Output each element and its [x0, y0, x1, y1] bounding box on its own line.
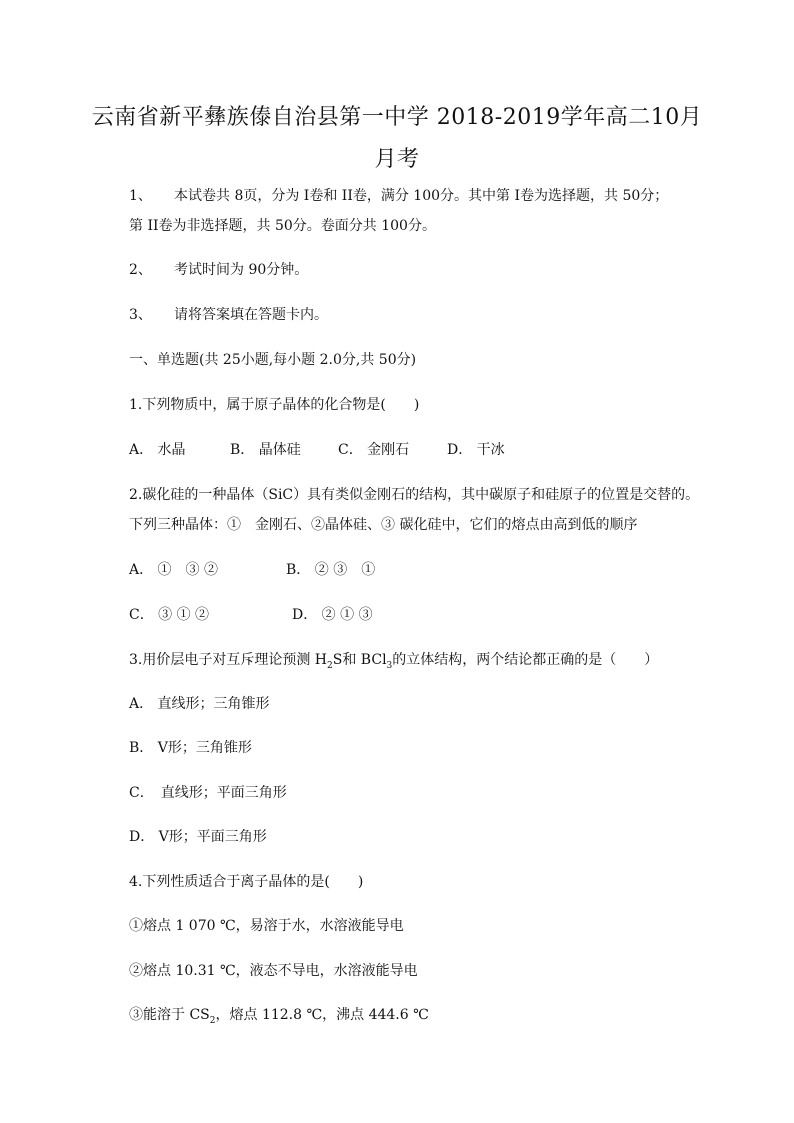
question-3-stem — [129, 650, 658, 670]
subscript: 2 — [209, 1015, 216, 1026]
page-title: 云南省新平彝族傣自治县第一中学 2018-2019学年高二10月 — [91, 105, 703, 130]
instruction-number: 3、 — [129, 307, 152, 323]
instruction-number: 2、 — [129, 262, 152, 278]
question-4-item-3 — [129, 1005, 429, 1025]
question-3-option-d: D． V形；平面三角形 — [129, 829, 267, 845]
instruction-3 — [129, 305, 328, 325]
subscript: 3 — [386, 660, 393, 671]
question-3-option-c: C． 直线形；平面三角形 — [129, 785, 287, 801]
question-4-item-3-text: ，熔点 112.8 ℃，沸点 444.6 ℃ — [215, 1007, 429, 1023]
option-c: C． ③ ① ② — [129, 607, 210, 623]
question-4-item-1: ①熔点 1 070 ℃，易溶于水，水溶液能导电 — [129, 918, 404, 934]
instruction-text: 考试时间为 90分钟。 — [174, 262, 309, 278]
question-3-option-b: B． V形；三角锥形 — [129, 740, 252, 756]
question-4-item-2: ②熔点 10.31 ℃，液态不导电，水溶液能导电 — [129, 963, 418, 979]
instruction-1 — [129, 186, 668, 206]
option-b: B． ② ③ ① — [286, 562, 376, 578]
question-3-stem-text: 的立体结构，两个结论都正确的是（ ） — [392, 652, 659, 668]
instruction-number: 1、 — [129, 188, 152, 204]
question-1-options — [129, 440, 505, 460]
subscript: 2 — [327, 660, 333, 671]
question-3-stem-text: 3.用价层电子对互斥理论预测 H — [129, 652, 328, 668]
option-a: A． ① ③ ② — [129, 562, 219, 578]
page-title-continued: 月考 — [374, 147, 420, 172]
instruction-2 — [129, 260, 308, 280]
question-2-options-row2 — [129, 605, 373, 625]
question-2-options-row1 — [129, 560, 375, 580]
option-d: D． ② ① ③ — [292, 607, 373, 623]
option-c: C． 金刚石 — [338, 442, 410, 458]
instruction-text: 请将答案填在答题卡内。 — [174, 307, 328, 323]
instruction-text: 本试卷共 8页，分为 I卷和 II卷，满分 100分。其中第 I卷为选择题，共 50分； — [174, 188, 669, 204]
question-3-stem-text: S和 BCl — [332, 652, 387, 668]
section-heading: 一、单选题(共 25小题,每小题 2.0分,共 50分) — [129, 352, 417, 368]
option-d: D． 干冰 — [447, 442, 505, 458]
question-2-stem-continued: 下列三种晶体：① 金刚石、②晶体硅、③ 碳化硅中，它们的熔点由高到低的顺序 — [129, 517, 638, 533]
question-4-stem: 4.下列性质适合于离子晶体的是( ) — [129, 874, 364, 890]
option-b: B． 晶体硅 — [230, 442, 301, 458]
question-1-stem: 1.下列物质中，属于原子晶体的化合物是( ) — [129, 397, 420, 413]
question-3-option-a: A． 直线形；三角锥形 — [129, 696, 270, 712]
instruction-1-continued: 第 II卷为非选择题，共 50分。卷面分共 100分。 — [129, 218, 436, 234]
question-4-item-3-text: ③能溶于 CS — [129, 1007, 210, 1023]
option-a: A． 水晶 — [129, 442, 186, 458]
question-2-stem: 2.碳化硅的一种晶体（SiC）具有类似金刚石的结构，其中碳原子和硅原子的位置是交替的。 — [129, 487, 700, 503]
